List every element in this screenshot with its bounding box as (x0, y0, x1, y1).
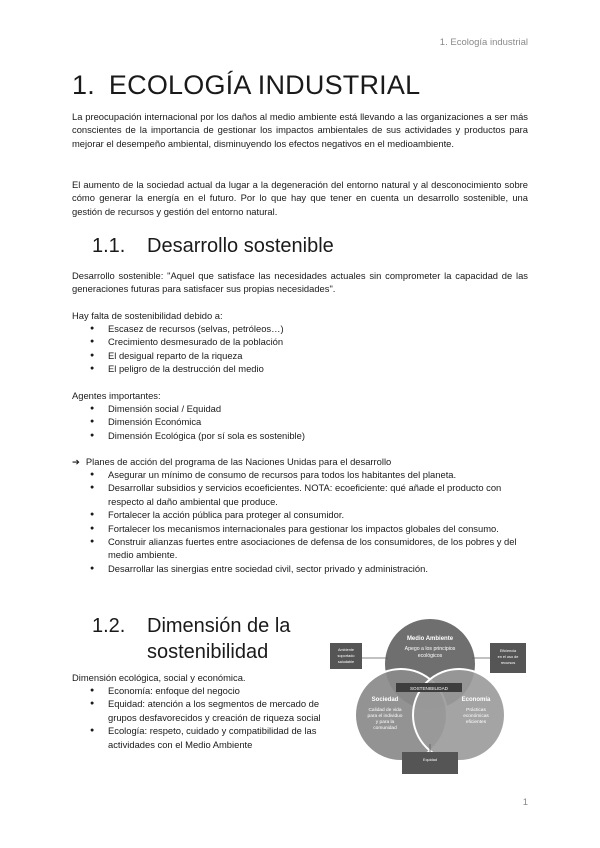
plans-label: Planes de acción del programa de las Naciones Unidas para el desarrollo (85, 456, 392, 467)
left-title: Sociedad (371, 697, 399, 703)
section-1-number: 1. (72, 70, 95, 100)
list-item: ● Asegurar un mínimo de consumo de recursos para todos los habitantes del planeta. (72, 468, 528, 481)
plans-heading (72, 455, 391, 468)
lack-label: Hay falta de sostenibilidad debido a: (72, 310, 223, 321)
right-title: Economía (461, 697, 491, 703)
dimensions-list (72, 684, 324, 751)
section-1-2-heading (92, 613, 290, 665)
section-1-1-number: 1.1. (92, 235, 126, 257)
circle-economy (413, 669, 505, 761)
list-item: ● Desarrollar las sinergias entre sociedad civil, sector privado y administración. (72, 562, 528, 575)
list-item: ● Fortalecer la acción pública para proteger al consumidor. (72, 508, 528, 521)
list-item: ● Desarrollar subsidios y servicios ecoeficientes. NOTA: ecoeficiente: qué añade el producto con respecto al daño ambiental que produce. (72, 481, 528, 508)
box-left-text-1: Ambiente (337, 648, 355, 652)
agents-list (72, 402, 305, 442)
section-1-title: ECOLOGÍA INDUSTRIAL (108, 70, 421, 100)
arrow-right-icon: ➔ (72, 456, 80, 467)
right-text-1: Prácticas (466, 708, 486, 713)
section-1-paragraph-2: El aumento de la sociedad actual da lugar a la degeneración del entorno natural y al desconocimiento sobre cómo generar la energía en el futuro. Por lo que hay que tener en cuenta un desarrollo sostenible, una gestión de recursos y gestión del entorno natural. (72, 179, 528, 217)
box-bottom (402, 752, 458, 774)
box-right-text-2: en el uso de (497, 655, 519, 659)
box-right-text-1: Eficiencia (499, 649, 517, 653)
list-item: ● El peligro de la destrucción del medio (72, 362, 284, 375)
definition-paragraph: Desarrollo sostenible: "Aquel que satisface las necesidades actuales sin comprometer la capacidad de las generaciones futuras para satisfacer sus propias necesidades". (72, 270, 528, 295)
list-item: ● Ecología: respeto, cuidado y compatibilidad de las actividades con el Medio Ambiente (72, 724, 324, 751)
left-text-1: Calidad de vida (368, 708, 402, 713)
box-left-text-2: soportado (337, 654, 355, 658)
section-1-2-title-line-1: Dimensión de la (147, 615, 291, 637)
left-text-3: y para la (375, 720, 395, 725)
page-number: 1 (522, 797, 528, 808)
list-item: ● Fortalecer los mecanismos internacionales para gestionar los impactos globales del consumo. (72, 522, 528, 535)
list-item: ● Dimensión social / Equidad (72, 402, 305, 415)
top-text-1: Apego a los principios (404, 646, 456, 652)
list-item: ● Construir alianzas fuertes entre asociaciones de defensa de los consumidores, de los pobres y del medio ambiente. (72, 535, 528, 562)
box-left-text-3: saludable (337, 660, 355, 664)
section-1-paragraph-1: La preocupación internacional por los daños al medio ambiente está llevando a las organizaciones a ser más conscientes de la importancia de gestionar los impactos ambientales de sus actividades y productos para mejorar el desempeño ambiental, disminuyendo los efectos negativos en el medioambiente. (72, 111, 528, 149)
box-right-text-3: recursos (500, 661, 516, 665)
list-item: ● El desigual reparto de la riqueza (72, 349, 284, 362)
running-header: 1. Ecología industrial (439, 37, 528, 48)
list-item: ● Equidad: atención a los segmentos de mercado de grupos desfavorecidos y creación de riqueza social (72, 697, 324, 724)
section-1-2-title-line-2: sostenibilidad (147, 641, 269, 663)
right-text-2: económicas (463, 714, 489, 719)
center-label: SOSTENIBILIDAD (409, 686, 449, 691)
top-title: Medio Ambiente (406, 636, 454, 642)
section-1-heading (72, 70, 420, 101)
section-1-1-heading (92, 235, 334, 258)
left-text-2: para el individuo (367, 714, 403, 719)
list-item: ● Economía: enfoque del negocio (72, 684, 324, 697)
list-item: ● Crecimiento desmesurado de la población (72, 335, 284, 348)
top-text-2: ecológicos (417, 653, 443, 659)
section-1-2-number: 1.2. (92, 615, 126, 637)
venn-svg (328, 612, 528, 777)
sustainability-venn-diagram (328, 612, 528, 777)
agents-label: Agentes importantes: (72, 390, 161, 401)
list-item: ● Dimensión Ecológica (por sí sola es sostenible) (72, 429, 305, 442)
box-bottom-text-1: Equidad (423, 758, 437, 762)
left-text-4: comunidad (373, 726, 397, 731)
section-1-1-title: Desarrollo sostenible (147, 235, 334, 257)
right-text-3: eficientes (465, 720, 487, 725)
dimensions-intro: Dimensión ecológica, social y económica. (72, 672, 246, 683)
lack-list (72, 322, 284, 376)
plans-list (72, 468, 528, 575)
list-item: ● Escasez de recursos (selvas, petróleos…) (72, 322, 284, 335)
list-item: ● Dimensión Económica (72, 415, 305, 428)
